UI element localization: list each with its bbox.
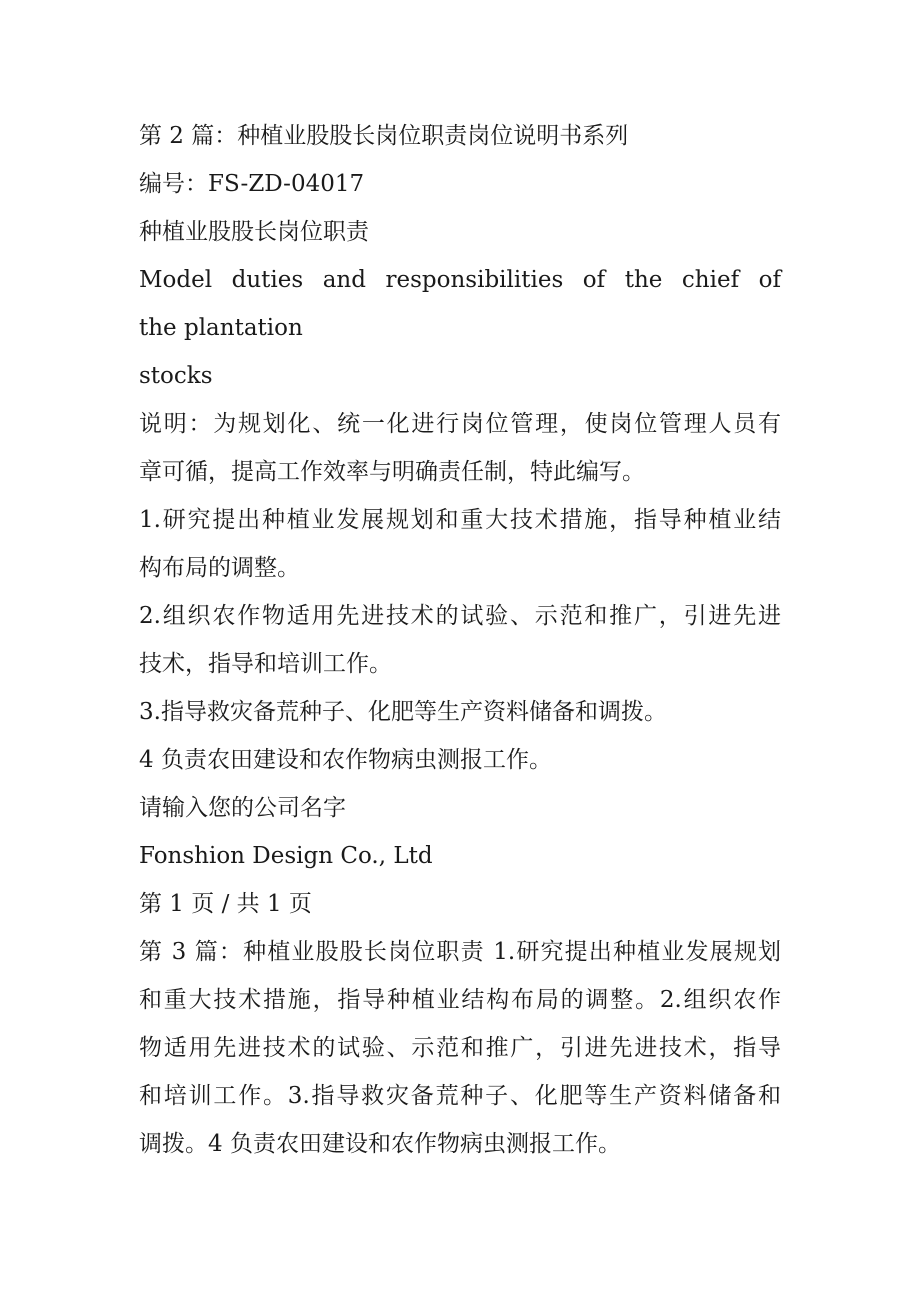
en-title-line: Model duties and responsibilities of the chief of [139, 267, 781, 293]
note-line: 章可循，提高工作效率与明确责任制，特此编写。 [139, 459, 645, 485]
part3-line: 物适用先进技术的试验、示范和推广，引进先进技术，指导 [139, 1035, 781, 1061]
part3-line: 和培训工作。3.指导救灾备荒种子、化肥等生产资料储备和 [139, 1083, 781, 1109]
doc-number: 编号：FS-ZD-04017 [139, 171, 365, 197]
duty-item-1-line: 1.研究提出种植业发展规划和重大技术措施，指导种植业结 [139, 507, 781, 533]
en-title-line: the plantation [139, 315, 303, 341]
document-body [139, 112, 781, 1168]
duty-item-2-line: 2.组织农作物适用先进技术的试验、示范和推广，引进先进 [139, 603, 781, 629]
cn-title: 种植业股股长岗位职责 [139, 219, 369, 245]
part3-line: 和重大技术措施，指导种植业结构布局的调整。2.组织农作 [139, 987, 781, 1013]
company-prompt: 请输入您的公司名字 [139, 795, 346, 821]
part3-line: 调拨。4 负责农田建设和农作物病虫测报工作。 [139, 1131, 621, 1157]
company-name: Fonshion Design Co., Ltd [139, 843, 433, 869]
note-line: 说明：为规划化、统一化进行岗位管理，使岗位管理人员有 [139, 411, 781, 437]
duty-item-2-line: 技术，指导和培训工作。 [139, 651, 392, 677]
duty-item-1-line: 构布局的调整。 [139, 555, 300, 581]
page-indicator: 第 1 页 / 共 1 页 [139, 891, 312, 917]
part2-title: 第 2 篇：种植业股股长岗位职责岗位说明书系列 [139, 123, 629, 149]
part3-line: 第 3 篇：种植业股股长岗位职责 1.研究提出种植业发展规划 [139, 939, 781, 965]
en-title-line: stocks [139, 363, 213, 389]
duty-item-3: 3.指导救灾备荒种子、化肥等生产资料储备和调拨。 [139, 699, 667, 725]
duty-item-4: 4 负责农田建设和农作物病虫测报工作。 [139, 747, 552, 773]
